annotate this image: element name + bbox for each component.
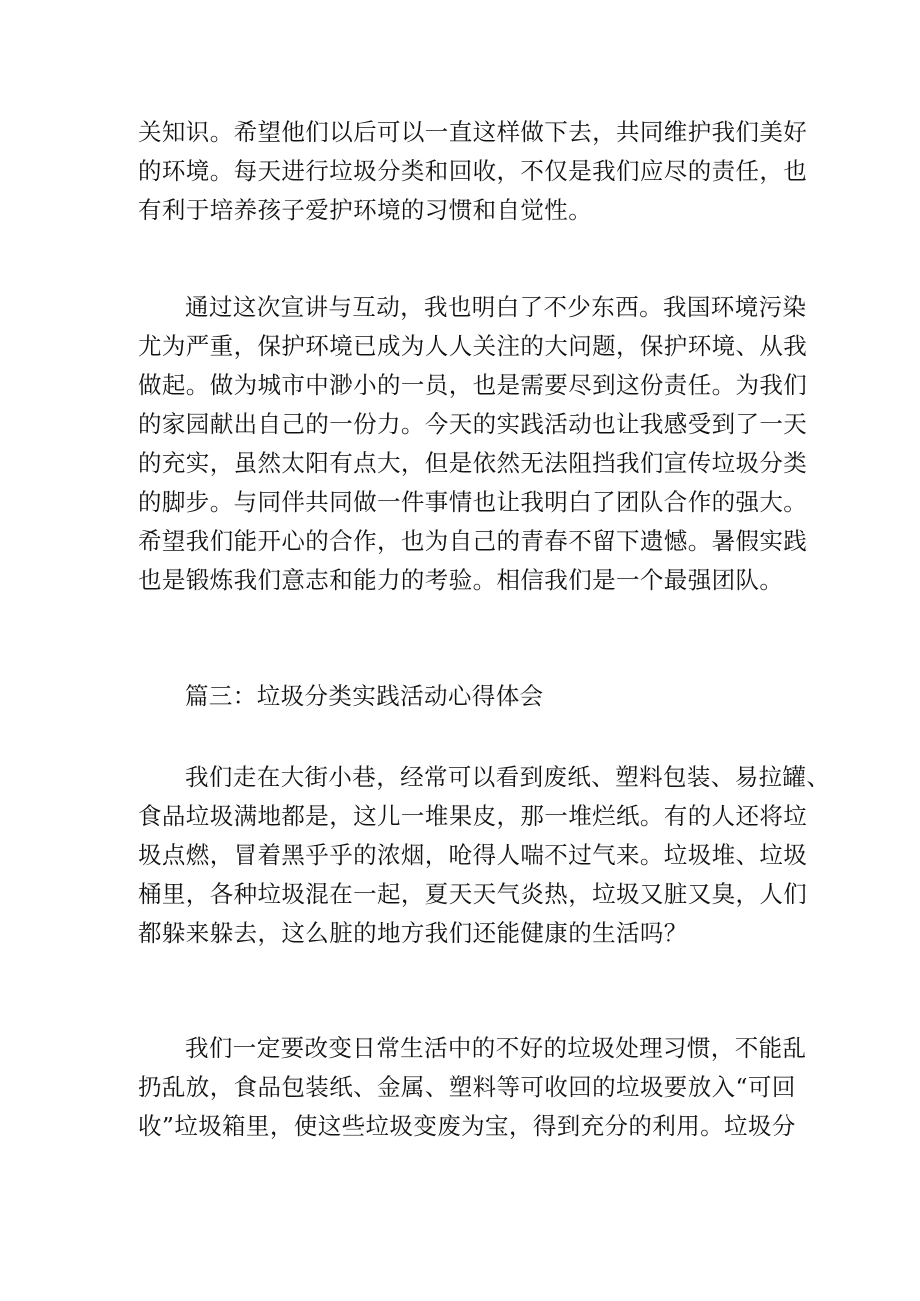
text-line: 都躲来躲去，这么脏的地方我们还能健康的生活吗？: [138, 919, 688, 947]
text-line: 希望我们能开心的合作，也为自己的青春不留下遗憾。暑假实践: [138, 527, 808, 555]
text-line: 的脚步。与同伴共同做一件事情也让我明白了团队合作的强大。: [138, 488, 808, 516]
text-line: 关知识。希望他们以后可以一直这样做下去，共同维护我们美好: [138, 118, 808, 146]
text-line: 做起。做为城市中渺小的一员，也是需要尽到这份责任。为我们: [138, 371, 808, 399]
paragraph-reflection: [138, 288, 808, 600]
text-line: 的充实，虽然太阳有点大，但是依然无法阻挡我们宣传垃圾分类: [138, 449, 808, 477]
text-line: 收”垃圾箱里，使这些垃圾变废为宝，得到充分的利用。垃圾分: [138, 1112, 796, 1140]
text-line: 我们一定要改变日常生活中的不好的垃圾处理习惯，不能乱: [185, 1034, 807, 1062]
section-heading: [138, 677, 788, 716]
paragraph-continuation: [138, 113, 808, 230]
text-line: 扔乱放，食品包装纸、金属、塑料等可收回的垃圾要放入“可回: [138, 1073, 796, 1101]
text-line: 的环境。每天进行垃圾分类和回收，不仅是我们应尽的责任，也: [138, 157, 808, 185]
paragraph-habits: [138, 1029, 807, 1146]
text-line: 我们走在大街小巷，经常可以看到废纸、塑料包装、易拉罐、: [185, 763, 831, 791]
text-line: 桶里，各种垃圾混在一起，夏天天气炎热，垃圾又脏又臭，人们: [138, 880, 808, 908]
text-line: 食品垃圾满地都是，这儿一堆果皮，那一堆烂纸。有的人还将垃: [138, 802, 808, 830]
text-line: 圾点燃，冒着黑乎乎的浓烟，呛得人喘不过气来。垃圾堆、垃圾: [138, 841, 808, 869]
text-line: 有利于培养孩子爱护环境的习惯和自觉性。: [138, 196, 593, 224]
paragraph-streets: [138, 758, 831, 953]
text-line: 尤为严重，保护环境已成为人人关注的大问题，保护环境、从我: [138, 332, 808, 360]
text-line: 的家园献出自己的一份力。今天的实践活动也让我感受到了一天: [138, 410, 808, 438]
text-line: 通过这次宣讲与互动，我也明白了不少东西。我国环境污染: [185, 293, 807, 321]
text-line: 也是锻炼我们意志和能力的考验。相信我们是一个最强团队。: [138, 566, 784, 594]
section-title: 篇三：垃圾分类实践活动心得体会: [185, 682, 544, 710]
